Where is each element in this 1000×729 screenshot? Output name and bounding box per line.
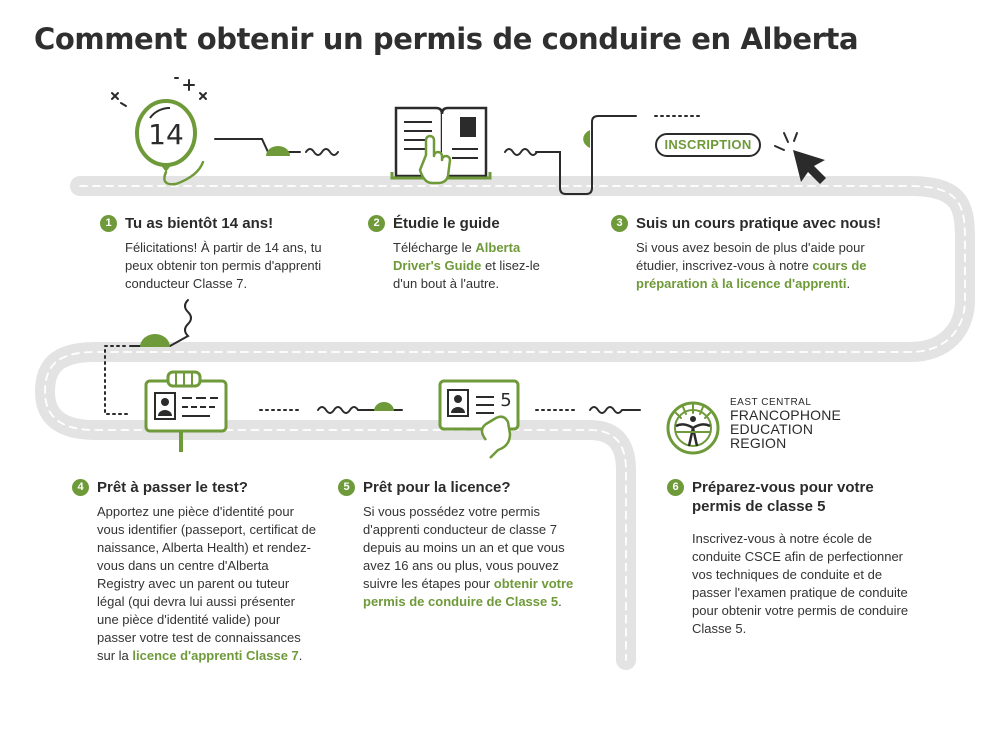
step-number: 5: [338, 479, 355, 496]
step-title: Préparez-vous pour votre permis de classe 5: [692, 479, 874, 515]
step-title: Étudie le guide: [393, 215, 500, 232]
open-book-icon: [392, 108, 490, 183]
step-number: 1: [100, 215, 117, 232]
logo-line2: FRANCOPHONE: [730, 407, 842, 423]
step-5: [338, 478, 598, 611]
step-description: [72, 503, 319, 665]
step-text: .: [298, 648, 303, 663]
step-title: Prêt pour la licence?: [363, 479, 511, 496]
step-number: 3: [611, 215, 628, 232]
step-3: [611, 214, 891, 293]
step-number: 6: [667, 479, 684, 496]
step-text: Si vous possédez votre permis d'apprenti conducteur de classe 7 depuis au moins un an et que vous avez 16 ans ou plus, vous pouvez suivre les étapes pour: [363, 504, 565, 591]
step-1: [100, 214, 330, 293]
step-text: .: [846, 276, 851, 291]
step-text: Apportez une pièce d'identité pour vous identifier (passeport, certificat de naissance, Alberta Health) et rendez-vous dans un centre d'Alberta Registry avec un parent ou tuteur légal (qui devra lui aussi présenter une pièce d'identité valide) pour passer votre test de connaissances sur la: [97, 504, 316, 663]
hill-icon-2: [140, 334, 170, 347]
step-description: [611, 239, 881, 293]
logo-line3: EDUCATION: [730, 421, 814, 437]
hill-icon: [266, 146, 290, 156]
school-logo-text: [730, 397, 841, 450]
logo-line4: REGION: [730, 435, 787, 451]
step-description: Inscrivez-vous à notre école de conduite CSCE afin de perfectionner vos techniques de conduite et de passer l'examen pratique de conduite pour obtenir votre permis de conduire Classe 5.: [692, 531, 909, 636]
hill-icon-3: [374, 402, 394, 411]
step-description: Félicitations! À partir de 14 ans, tu peux obtenir ton permis d'apprenti conducteur Classe 7.: [125, 240, 322, 291]
drivers-guide-link[interactable]: Alberta Driver's Guide: [393, 240, 521, 273]
step-text: et lisez-le d'un bout à l'autre.: [393, 258, 540, 291]
logo-line1: EAST CENTRAL: [730, 397, 812, 408]
prep-course-link[interactable]: cours de préparation à la licence d'apprenti: [636, 258, 867, 291]
step-text: Télécharge le: [393, 240, 476, 255]
class7-license-link[interactable]: licence d'apprenti Classe 7: [132, 648, 299, 663]
license-card-icon: [440, 381, 518, 458]
step-text: Si vous avez besoin de plus d'aide pour étudier, inscrivez-vous à notre: [636, 240, 865, 273]
step-number: 4: [72, 479, 89, 496]
balloon-icon: [112, 78, 206, 184]
step-number: 2: [368, 215, 385, 232]
balloon-number: 14: [148, 118, 184, 151]
step-2: [368, 214, 568, 293]
step-title: Tu as bientôt 14 ans!: [125, 215, 274, 232]
page-title: Comment obtenir un permis de conduire en Alberta: [34, 22, 859, 56]
step-title: Suis un cours pratique avec nous!: [636, 215, 882, 232]
step-description: [368, 239, 553, 293]
step-text: .: [558, 594, 562, 609]
card-number: 5: [500, 390, 512, 411]
step-4: [72, 478, 332, 665]
step-6: [667, 478, 927, 638]
inscription-badge[interactable]: INSCRIPTION: [655, 133, 761, 157]
step-description: [338, 503, 585, 611]
class5-license-link[interactable]: obtenir votre permis de conduire de Classe 5: [363, 576, 574, 609]
step-title: Prêt à passer le test?: [97, 479, 248, 496]
hill-icon-small: [583, 130, 590, 148]
school-logo-icon: [668, 403, 718, 453]
